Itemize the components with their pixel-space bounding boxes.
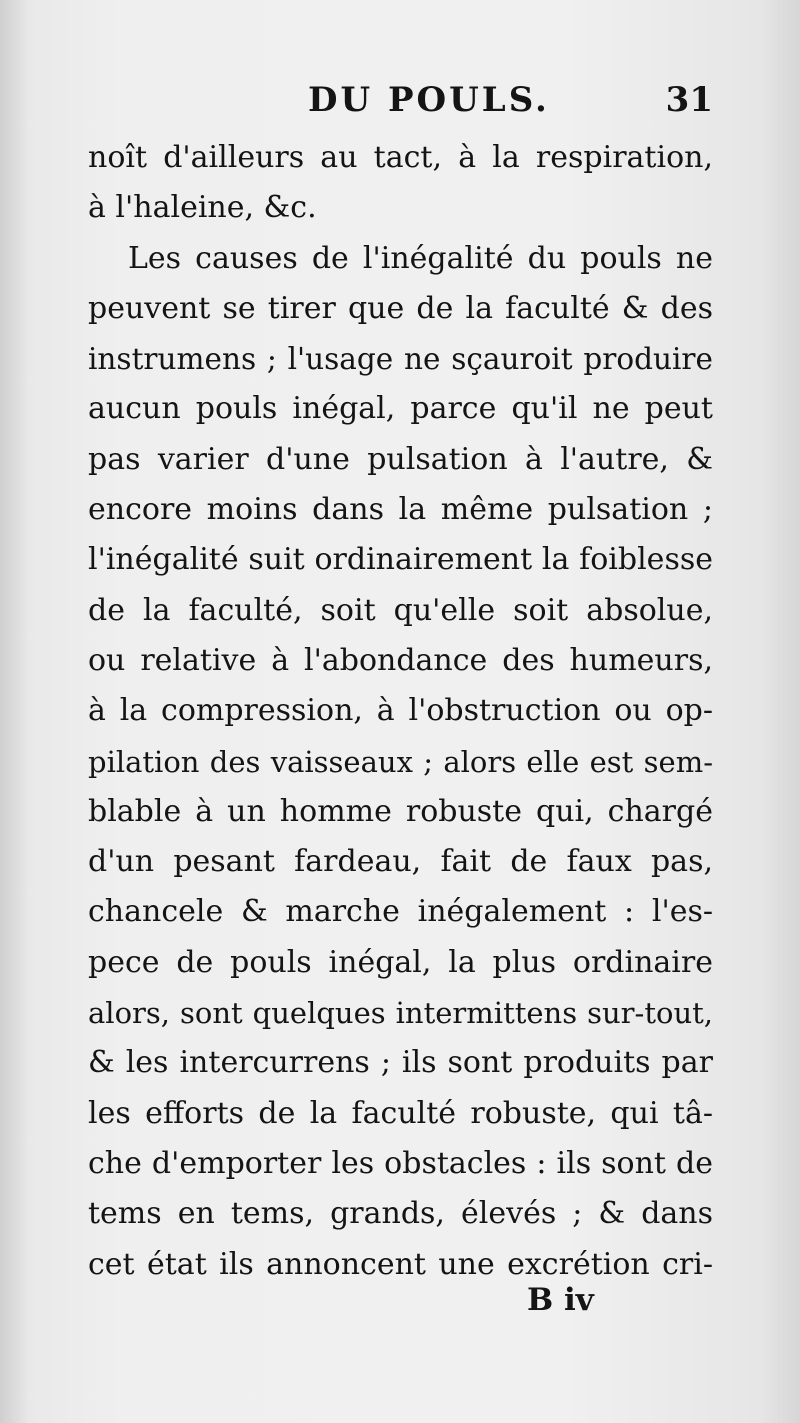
text-line: l'inégalité suit ordinairement la foiblesse [88, 542, 713, 578]
text-line: blable à un homme robuste qui, chargé [88, 793, 713, 829]
text-line: encore moins dans la même pulsation ; [88, 492, 713, 528]
text-line: Les causes de l'inégalité du pouls ne [128, 240, 713, 276]
text-line: à la compression, à l'obstruction ou op- [88, 693, 713, 729]
page-header [88, 80, 713, 130]
signature-mark: B iv [527, 1282, 594, 1318]
text-line: pece de pouls inégal, la plus ordinaire [88, 944, 713, 980]
text-line: chancele & marche inégalement : l'es- [88, 894, 713, 930]
page-number: 31 [665, 80, 713, 120]
text-line: de la faculté, soit qu'elle soit absolue, [88, 592, 713, 628]
text-line: pas varier d'une pulsation à l'autre, & [88, 441, 713, 477]
text-line: peuvent se tirer que de la faculté & des [88, 290, 713, 326]
body-text [88, 133, 713, 1290]
text-line: d'un pesant fardeau, fait de faux pas, [88, 844, 713, 880]
text-line: instrumens ; l'usage ne sçauroit produire [88, 342, 713, 377]
text-line: ou relative à l'abondance des humeurs, [88, 642, 713, 678]
text-line: aucun pouls inégal, parce qu'il ne peut [88, 391, 713, 427]
text-line: pilation des vaisseaux ; alors elle est sem- [88, 744, 713, 779]
text-line: che d'emporter les obstacles : ils sont de [88, 1145, 713, 1181]
running-title: DU POULS. [308, 80, 550, 120]
text-line: alors, sont quelques intermittens sur-tout, [88, 996, 713, 1031]
text-line: à l'haleine, &c. [88, 190, 317, 226]
text-line: tems en tems, grands, élevés ; & dans [88, 1196, 713, 1232]
text-line: noît d'ailleurs au tact, à la respiration, [88, 140, 713, 175]
text-line: les efforts de la faculté robuste, qui tâ- [88, 1095, 713, 1131]
text-line: & les intercurrens ; ils sont produits par [88, 1045, 713, 1081]
text-line: cet état ils annoncent une excrétion cri- [88, 1246, 713, 1282]
